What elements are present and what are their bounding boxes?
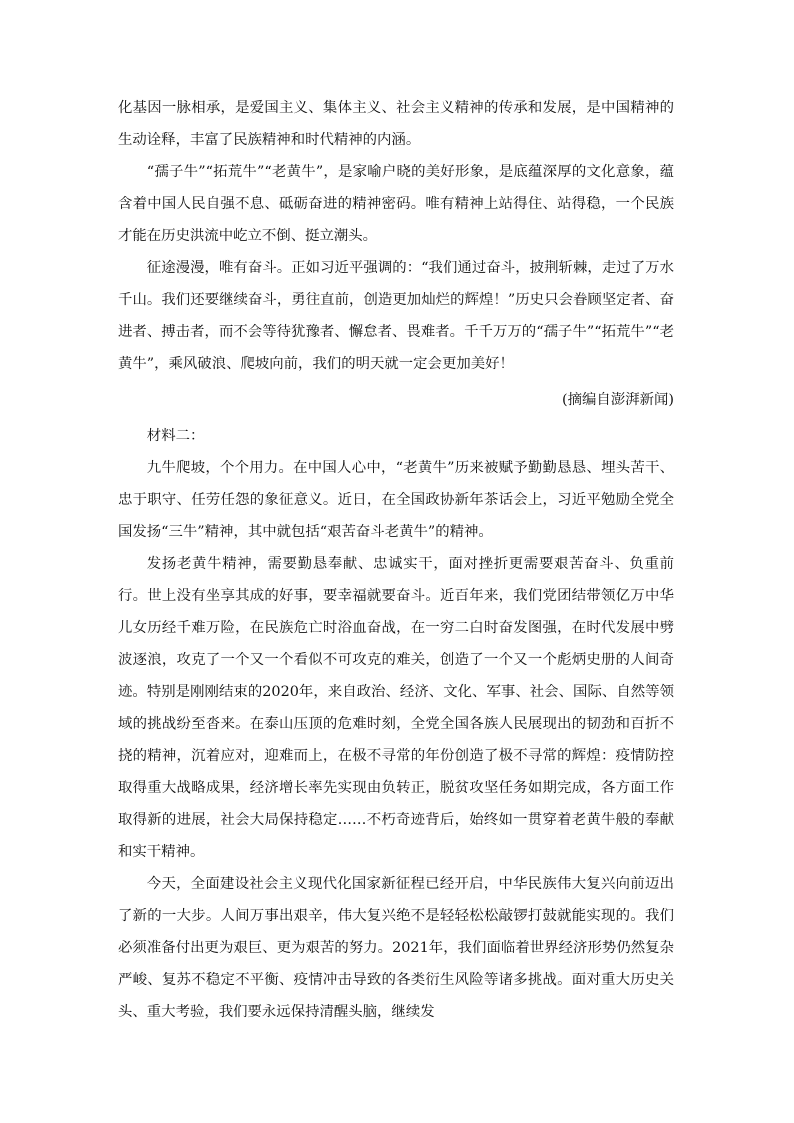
paragraph: 化基因一脉相承，是爱国主义、集体主义、社会主义精神的传承和发展，是中国精神的生动诠释，丰富了民族精神和时代精神的内涵。 [118,100,674,148]
paragraph: 今天，全面建设社会主义现代化国家新征程已经开启，中华民族伟大复兴向前迈出了新的一大步。人间万事出艰辛，伟大复兴绝不是轻轻松松敲锣打鼓就能实现的。我们必须准备付出更为艰巨、更为艰苦的努力。2021年，我们面临着世界经济形势仍然复杂严峻、复苏不稳定不平衡、疫情冲击导致的各类衍生风险等诸多挑战。面对重大历史关头、重大考验，我们要永远保持清醒头脑，继续发 [118,876,674,1020]
paragraph: 发扬老黄牛精神，需要勤恳奉献、忠诚实干，面对挫折更需要艰苦奋斗、负重前行。世上没有坐享其成的好事，要幸福就要奋斗。近百年来，我们党团结带领亿万中华儿女历经千难万险，在民族危亡时浴血奋战，在一穷二白时奋发图强，在时代发展中劈波逐浪，攻克了一个又一个看似不可攻克的难关，创造了一个又一个彪炳史册的人间奇迹。特别是刚刚结束的2020年，来自政治、经济、文化、军事、社会、国际、自然等领域的挑战纷至沓来。在泰山压顶的危难时刻，全党全国各族人民展现出的韧劲和百折不挠的精神，沉着应对，迎难而上，在极不寻常的年份创造了极不寻常的辉煌：疫情防控取得重大战略成果，经济增长率先实现由负转正，脱贫攻坚任务如期完成，各方面工作取得新的进展，社会大局保持稳定……不朽奇迹背后，始终如一贯穿着老黄牛般的奉献和实干精神。 [118,556,674,860]
source-citation: (摘编自澎湃新闻) [562,392,674,408]
section-heading: 材料二： [146,428,205,444]
paragraph: 九牛爬坡，个个用力。在中国人心中，“老黄牛”历来被赋予勤勤恳恳、埋头苦干、忠于职守、任劳任怨的象征意义。近日，在全国政协新年茶话会上，习近平勉励全党全国发扬“三牛”精神，其中就包括“艰苦奋斗老黄牛”的精神。 [118,460,674,540]
document-page [118,92,674,1028]
paragraph: “孺子牛”“拓荒牛”“老黄牛”，是家喻户晓的美好形象，是底蕴深厚的文化意象，蕴含着中国人民自强不息、砥砺奋进的精神密码。唯有精神上站得住、站得稳，一个民族才能在历史洪流中屹立不倒、挺立潮头。 [118,164,674,244]
paragraph: 征途漫漫，唯有奋斗。正如习近平强调的：“我们通过奋斗，披荆斩棘，走过了万水千山。我们还要继续奋斗，勇往直前，创造更加灿烂的辉煌！”历史只会眷顾坚定者、奋进者、搏击者，而不会等待犹豫者、懈怠者、畏难者。千千万万的“孺子牛”“拓荒牛”“老黄牛”，乘风破浪、爬坡向前，我们的明天就一定会更加美好！ [118,260,674,372]
